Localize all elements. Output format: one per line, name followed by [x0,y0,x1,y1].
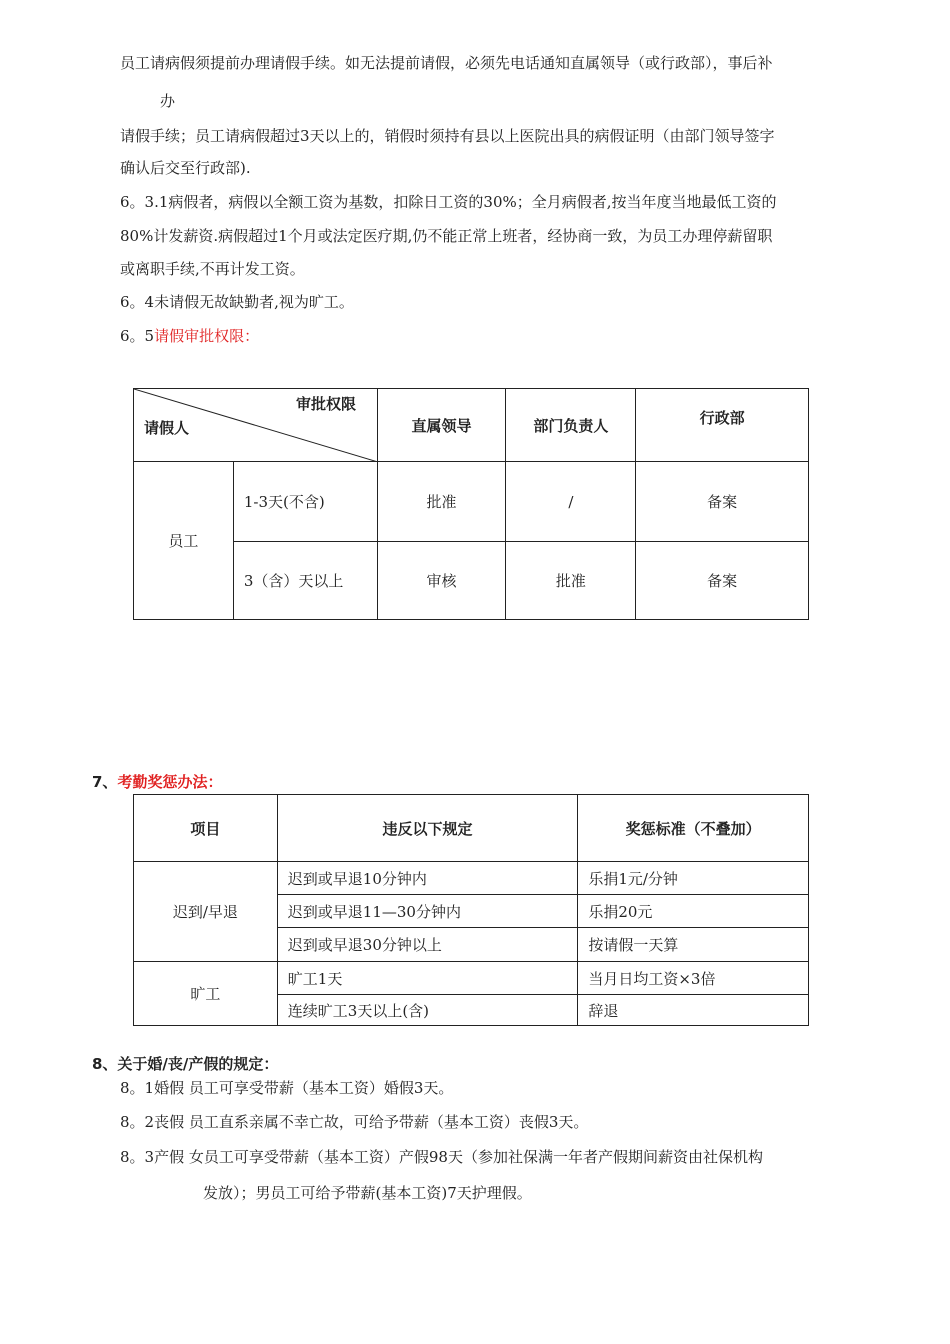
header-standard: 奖惩标准（不叠加） [578,795,809,862]
clause-6-3-1-line2: 80%计发薪资.病假超过1个月或法定医疗期,仍不能正常上班者，经协商一致，为员工办理停薪留职 [120,227,773,245]
header-department-head: 部门负责人 [506,389,636,462]
row-label: 1-3天(不含) [233,462,377,542]
standard-cell: 乐捐20元 [578,895,809,928]
cell-value: 批准 [377,462,506,542]
table-row [134,862,809,895]
group-absenteeism: 旷工 [134,962,278,1026]
section-7-number: 7、 [92,773,118,791]
cell-value: 备案 [636,462,809,542]
header-rule: 违反以下规定 [277,795,578,862]
header-direct-supervisor: 直属领导 [377,389,506,462]
clause-6-5-number: 6。5 [120,327,155,345]
table-row [134,962,809,995]
rule-cell: 迟到或早退30分钟以上 [277,928,578,962]
approval-table-corner [134,389,378,462]
cell-value: / [506,462,636,542]
clause-8-3-line1: 8。3产假 女员工可享受带薪（基本工资）产假98天（参加社保满一年者产假期间薪资由社保机构 [120,1148,763,1166]
rule-cell: 连续旷工3天以上(含) [277,995,578,1026]
penalty-table [133,794,809,1026]
clause-6-5-title: 请假审批权限： [154,327,260,345]
standard-cell: 按请假一天算 [578,928,809,962]
header-admin-dept: 行政部 [636,389,809,462]
clause-6-3-1-line1: 6。3.1病假者，病假以全额工资为基数，扣除日工资的30%；全月病假者,按当年度当地最低工资的 [120,193,777,211]
approval-table [133,388,809,620]
section-7-title: 考勤奖惩办法： [117,773,223,791]
standard-cell: 乐捐1元/分钟 [578,862,809,895]
group-late-early: 迟到/早退 [134,862,278,962]
group-employee: 员工 [134,462,234,620]
standard-cell: 辞退 [578,995,809,1026]
sick-leave-para-line1: 员工请病假须提前办理请假手续。如无法提前请假，必须先电话通知直属领导（或行政部），事后补 [120,54,773,72]
clause-6-4: 6。4未请假无故缺勤者,视为旷工。 [120,293,354,311]
table-row [134,542,809,620]
clause-8-3-line2: 发放）；男员工可给予带薪(基本工资)7天护理假。 [203,1184,532,1202]
cell-value: 备案 [636,542,809,620]
cell-value: 审核 [377,542,506,620]
clause-8-1: 8。1婚假 员工可享受带薪（基本工资）婚假3天。 [120,1079,454,1097]
corner-header-applicant: 请假人 [144,419,190,437]
table-row [134,462,809,542]
standard-cell: 当月日均工资×3倍 [578,962,809,995]
corner-header-approval: 审批权限 [296,395,357,413]
rule-cell: 迟到或早退10分钟内 [277,862,578,895]
clause-6-5-heading [120,326,259,346]
clause-8-2: 8。2丧假 员工直系亲属不幸亡故，可给予带薪（基本工资）丧假3天。 [120,1113,589,1131]
clause-6-3-1-line3: 或离职手续,不再计发工资。 [120,260,305,278]
row-label: 3（含）天以上 [233,542,377,620]
header-item: 项目 [134,795,278,862]
sick-leave-para-line3: 确认后交至行政部). [120,159,251,177]
cell-value: 批准 [506,542,636,620]
section-8-heading: 8、关于婚/丧/产假的规定： [92,1055,279,1073]
sick-leave-para-line2: 请假手续；员工请病假超过3天以上的，销假时须持有县以上医院出具的病假证明（由部门领导签字 [120,127,775,145]
rule-cell: 旷工1天 [277,962,578,995]
section-7-heading [92,772,222,792]
rule-cell: 迟到或早退11—30分钟内 [277,895,578,928]
sick-leave-para-line1-wrap: 办 [160,92,176,110]
